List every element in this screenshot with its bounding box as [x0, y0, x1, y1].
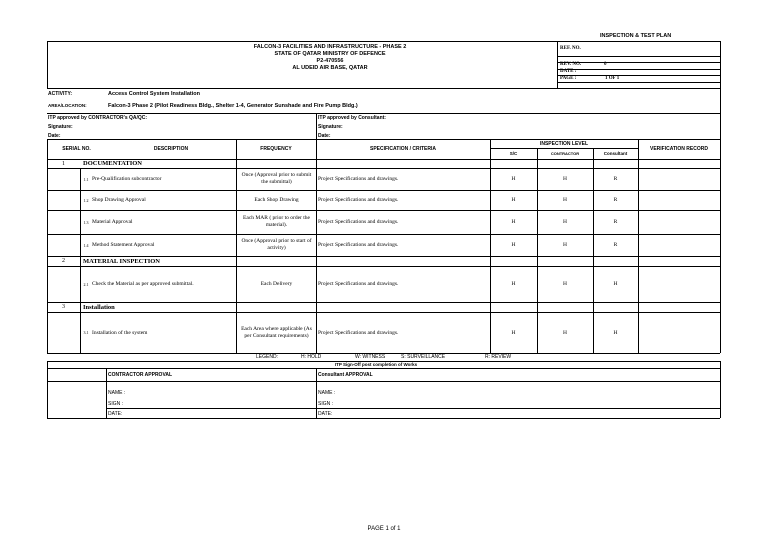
- project-line-4: AL UDEID AIR BASE, QATAR: [292, 65, 368, 71]
- row-sc: H: [511, 219, 516, 225]
- date-label: DATE :: [560, 69, 577, 74]
- project-line-2: STATE OF QATAR MINISTRY OF DEFENCE: [274, 51, 386, 57]
- contractor-sign-label: SIGN :: [108, 401, 124, 407]
- row-no: 1.2: [83, 197, 89, 203]
- row-consultant: H: [613, 281, 618, 287]
- col-header-consultant: Consultant: [603, 151, 628, 156]
- ref-no-label: REF. NO.: [560, 46, 581, 51]
- legend-review: R: REVIEW: [485, 354, 512, 360]
- row-sc: H: [511, 281, 516, 287]
- row-description: Material Approval: [92, 219, 133, 225]
- activity-label: ACTIVITY:: [48, 91, 73, 97]
- section-title-1: DOCUMENTATION: [83, 160, 142, 167]
- section-no-1: 1: [62, 160, 65, 167]
- page-value: 1 OF 1: [605, 76, 620, 81]
- row-contractor: H: [563, 197, 567, 203]
- consultant-signature-label: Signature:: [318, 124, 343, 130]
- itp-title: INSPECTION & TEST PLAN: [600, 33, 672, 39]
- section-no-2: 2: [62, 258, 65, 264]
- row-spec: Project Specifications and drawings.: [318, 219, 399, 225]
- row-no: 2.1: [83, 281, 89, 287]
- rev-no-label: REV. NO.: [560, 62, 582, 67]
- col-header-inspection-level: INSPECTION LEVEL: [539, 140, 589, 147]
- row-consultant: H: [613, 329, 618, 336]
- row-contractor: H: [563, 281, 567, 287]
- col-header-spec: SPECIFICATION / CRITERIA: [369, 146, 437, 152]
- row-frequency: Each Shop Drawing: [254, 196, 299, 203]
- legend-surveillance: S: SURVEILLANCE: [401, 354, 446, 360]
- col-header-serial: SERIAL NO.: [62, 146, 91, 152]
- row-description: Method Statement Approval: [92, 242, 155, 248]
- row-frequency: Each Area where applicable (As per Consultant requirements): [241, 325, 312, 339]
- section-title-3: Installation: [83, 303, 115, 311]
- col-header-verification: VERIFICATION RECORD: [650, 146, 708, 152]
- row-contractor: H: [563, 329, 567, 336]
- row-description: Shop Drawing Approval: [92, 197, 146, 203]
- legend-witness: W: WITNESS: [355, 354, 386, 360]
- consultant-name-label: NAME :: [318, 390, 336, 396]
- contractor-name-label: NAME :: [108, 390, 126, 396]
- col-header-sc: S/C: [509, 151, 518, 156]
- row-spec: Project Specifications and drawings.: [318, 197, 399, 203]
- area-label: AREA/LOCATION:: [48, 103, 87, 108]
- page-footer: PAGE 1 of 1: [367, 526, 401, 532]
- row-no: 1.1: [83, 176, 89, 182]
- row-no: 1.4: [83, 242, 89, 248]
- row-spec: Project Specifications and drawings.: [318, 242, 399, 248]
- contractor-date-label: Date:: [48, 133, 61, 139]
- activity-value: Access Control System Installation: [108, 91, 200, 97]
- row-sc: H: [511, 197, 516, 203]
- consultant-sign-label: SIGN :: [318, 401, 334, 407]
- area-value: Falcon-3 Phase 2 (Pilot Readiness Bldg., Shelter 1-4, Generator Sunshade and Fire Pump Bldg.): [108, 103, 358, 109]
- row-consultant: R: [613, 197, 618, 203]
- row-consultant: R: [613, 219, 618, 225]
- contractor-approval-label: ITP approved by CONTRACTOR's QA/QC:: [48, 115, 148, 121]
- row-no: 3.1: [83, 330, 89, 335]
- contractor-signature-label: Signature:: [48, 124, 73, 130]
- col-header-contractor: CONTRACTOR: [550, 151, 580, 156]
- row-spec: Project Specifications and drawings.: [318, 329, 399, 336]
- row-frequency: Each Delivery: [260, 280, 293, 287]
- row-consultant: R: [613, 176, 618, 182]
- row-contractor: H: [563, 242, 567, 248]
- row-description: Installation of the system: [92, 329, 148, 336]
- row-contractor: H: [563, 219, 567, 225]
- row-description: Check the Material as per approved submittal.: [92, 280, 194, 287]
- row-sc: H: [511, 242, 516, 248]
- row-spec: Project Specifications and drawings.: [318, 176, 399, 182]
- consultant-date-label: DATE:: [318, 411, 333, 417]
- row-frequency: Once (Approval prior to start of activity): [241, 238, 312, 251]
- row-spec: Project Specifications and drawings.: [318, 281, 399, 287]
- page-label: PAGE :: [560, 76, 577, 81]
- contractor-approval-title: CONTRACTOR APPROVAL: [108, 372, 173, 378]
- row-description: Pre-Qualification subcontractor: [92, 176, 162, 182]
- signoff-title: ITP Sign-Off post completion of Works: [334, 362, 418, 367]
- project-line-3: P2-470556: [316, 58, 344, 64]
- row-frequency: Once (Approval prior to submit the submittal): [241, 172, 312, 185]
- rev-no-value: 0: [604, 62, 607, 67]
- consultant-date-label: Date:: [318, 133, 331, 139]
- legend-label: LEGEND:: [256, 354, 278, 360]
- section-title-2: MATERIAL INSPECTION: [83, 257, 160, 265]
- row-frequency: Each MAR ( prior to order the material).: [243, 215, 310, 228]
- consultant-approval-label: ITP approved by Consultant:: [318, 115, 386, 121]
- col-header-frequency: FREQUENCY: [260, 146, 292, 152]
- row-contractor: H: [563, 176, 567, 182]
- legend-hold: H: HOLD: [301, 354, 322, 360]
- consultant-approval-title: Consultant APPROVAL: [318, 372, 373, 378]
- project-line-1: FALCON-3 FACILITIES AND INFRASTRUCTURE - PHASE 2: [253, 44, 407, 50]
- col-header-description: DESCRIPTION: [153, 146, 189, 152]
- row-no: 1.3: [83, 219, 89, 225]
- row-consultant: R: [613, 242, 618, 248]
- contractor-date-label: DATE:: [108, 411, 123, 417]
- row-sc: H: [511, 176, 516, 182]
- row-sc: H: [511, 329, 516, 336]
- section-no-3: 3: [62, 304, 65, 310]
